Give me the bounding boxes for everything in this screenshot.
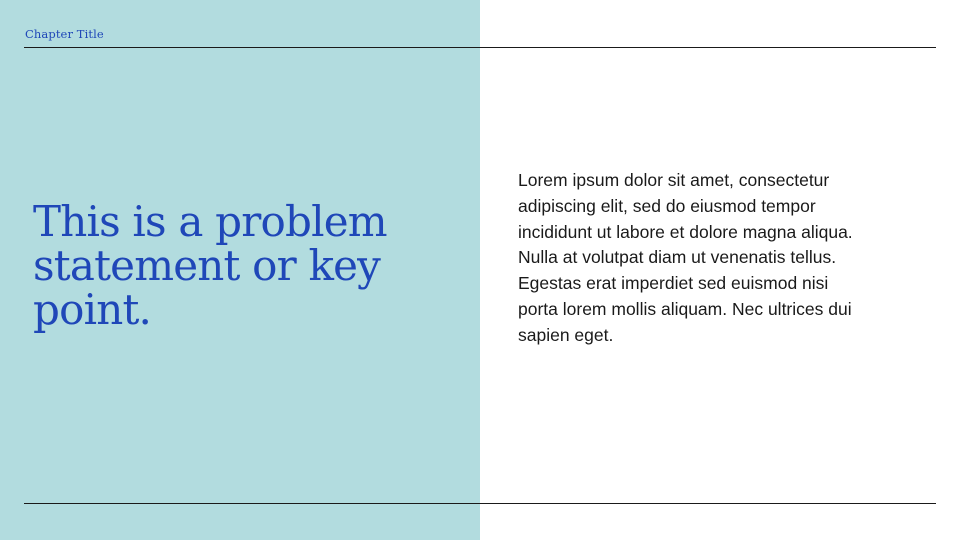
body-text: Lorem ipsum dolor sit amet, consectetur adipiscing elit, sed do eiusmod tempor incididunt ut labore et dolore magna aliqua. Nulla at volutpat diam ut venenatis tellus. Egestas erat imperdiet sed euismod nisi porta lorem mollis aliquam. Nec ultrices dui sapien eget. xyxy=(518,170,853,345)
headline: This is a problem statement or key point. xyxy=(33,197,387,334)
top-divider xyxy=(24,47,936,48)
bottom-divider xyxy=(24,503,936,504)
chapter-title: Chapter Title xyxy=(25,27,104,41)
